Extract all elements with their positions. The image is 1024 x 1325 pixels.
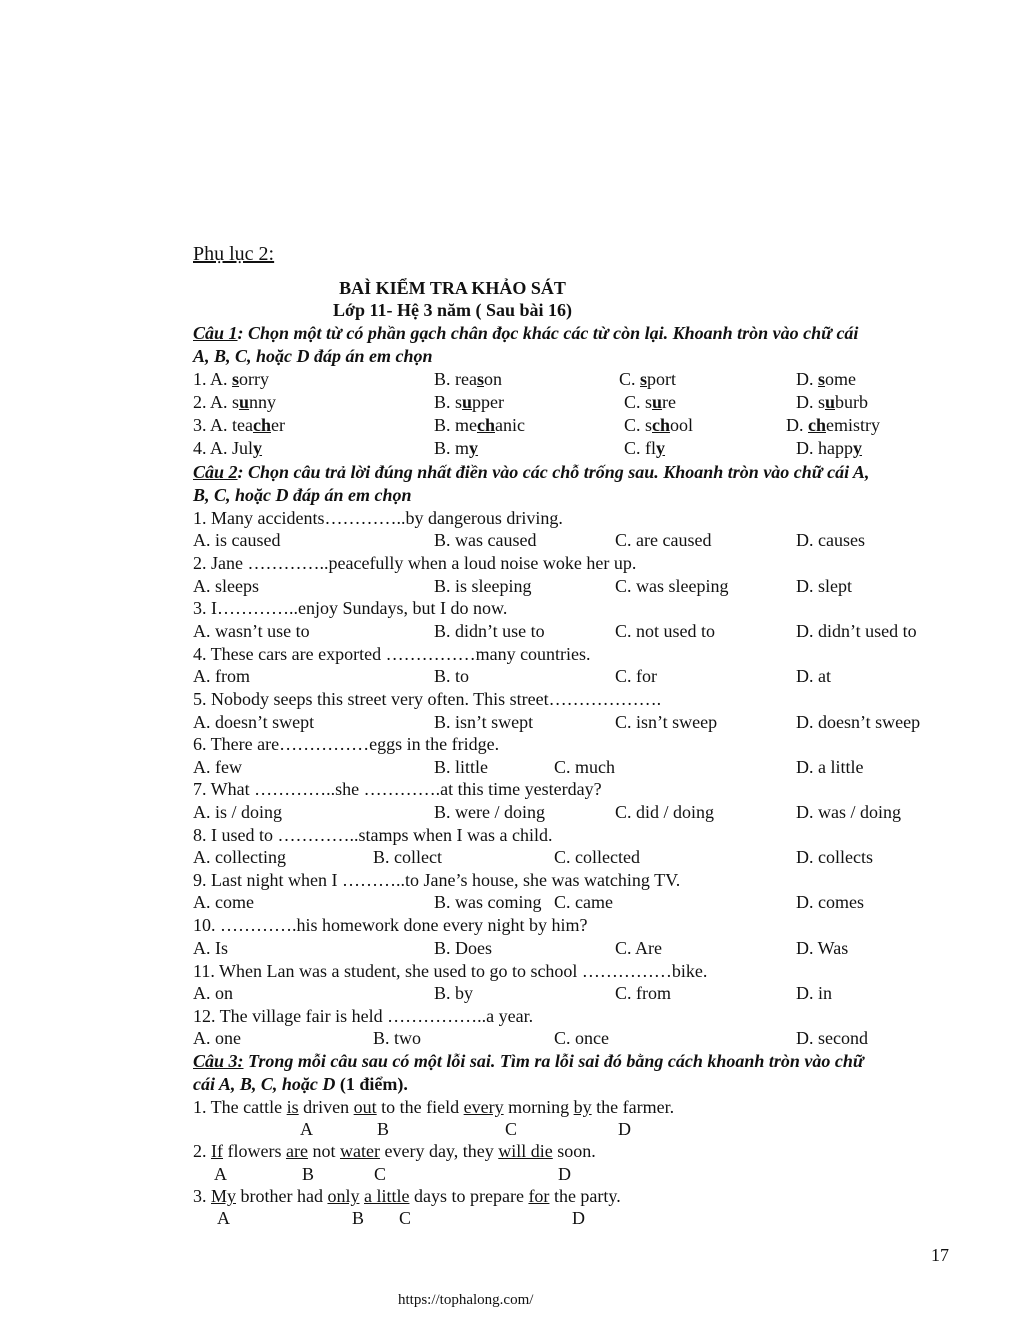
q2-item-10-option-b: B. Does	[434, 938, 492, 958]
q2-item-9-option-d: D. comes	[796, 892, 864, 912]
test-subtitle: Lớp 11- Hệ 3 năm ( Sau bài 16)	[332, 300, 572, 320]
q2-item-7-option-b: B. were / doing	[434, 802, 545, 822]
q2-item-2-option-a: A. sleeps	[193, 576, 259, 596]
page-number: 17	[931, 1245, 949, 1265]
test-title: BAÌ KIỂM TRA KHẢO SÁT	[339, 278, 566, 298]
q2-item-9-option-b: B. was coming	[434, 892, 542, 912]
q1-instruction-line2: A, B, C, hoặc D đáp án em chọn	[193, 346, 433, 366]
q2-item-9-option-c: C. came	[554, 892, 613, 912]
q2-item-2-option-d: D. slept	[796, 576, 852, 596]
q2-item-10-option-c: C. Are	[615, 938, 662, 958]
q2-item-3-question: 3. I…………..enjoy Sundays, but I do now.	[193, 598, 508, 618]
q2-instruction-line2: B, C, hoặc D đáp án em chọn	[193, 485, 412, 505]
q2-item-5-question: 5. Nobody seeps this street very often. This street……………….	[193, 689, 662, 709]
q3-instruction-line2: cái A, B, C, hoặc D (1 điểm).	[193, 1074, 408, 1094]
q3-s3-marker-a: A	[217, 1208, 230, 1228]
q2-item-6-option-c: C. much	[554, 757, 615, 777]
q2-item-7-option-c: C. did / doing	[615, 802, 715, 822]
q2-item-11-question: 11. When Lan was a student, she used to go to school ……………bike.	[193, 961, 708, 981]
q3-sentence-3: 3. My brother had only a little days to prepare for the party.	[193, 1186, 621, 1206]
appendix-heading: Phụ lục 2:	[193, 243, 275, 265]
q2-instruction-text: : Chọn câu trả lời đúng nhất điền vào các chỗ trống sau. Khoanh tròn vào chữ cái A,	[237, 462, 870, 482]
q2-item-10-option-d: D. Was	[796, 938, 849, 958]
q3-instruction-text: Trong mỗi câu sau có một lỗi sai. Tìm ra lỗi sai đó bằng cách khoanh tròn vào chữ	[243, 1051, 864, 1071]
q2-item-10-question: 10. ………….his homework done every night by him?	[193, 915, 588, 935]
q2-item-12-question: 12. The village fair is held ……………..a year.	[193, 1006, 534, 1026]
q2-item-12-option-d: D. second	[796, 1028, 868, 1048]
q2-item-11-option-a: A. on	[193, 983, 233, 1003]
q3-label: Câu 3:	[193, 1051, 244, 1071]
q2-item-8-option-b: B. collect	[373, 847, 442, 867]
q2-item-5-option-b: B. isn’t swept	[434, 712, 534, 732]
q2-item-3-option-b: B. didn’t use to	[434, 621, 545, 641]
q2-instruction-line1	[193, 461, 869, 483]
q2-item-1-option-b: B. was caused	[434, 530, 537, 550]
q2-item-5-option-a: A. doesn’t swept	[193, 712, 315, 732]
q2-item-6-option-d: D. a little	[796, 757, 864, 777]
q1-item-3-option-a: 3. A. teacher	[193, 415, 285, 435]
q3-instruction-line1	[193, 1050, 864, 1072]
q3-s1-marker-a: A	[300, 1119, 313, 1139]
q2-item-7-option-a: A. is / doing	[193, 802, 283, 822]
q2-item-5-option-d: D. doesn’t sweep	[796, 712, 921, 732]
q1-item-2-option-c: C. sure	[624, 392, 677, 412]
q2-item-5-option-c: C. isn’t sweep	[615, 712, 718, 732]
q1-item-4-option-c: C. fly	[624, 438, 666, 458]
q1-item-4-option-a: 4. A. July	[193, 438, 263, 458]
q2-item-1-option-a: A. is caused	[193, 530, 281, 550]
q2-item-4-option-d: D. at	[796, 666, 831, 686]
q2-item-6-option-a: A. few	[193, 757, 242, 777]
q2-item-2-option-c: C. was sleeping	[615, 576, 729, 596]
q1-item-2-option-b: B. supper	[434, 392, 505, 412]
q3-s2-marker-b: B	[302, 1164, 315, 1184]
q2-item-3-option-d: D. didn’t used to	[796, 621, 917, 641]
q2-item-2-option-b: B. is sleeping	[434, 576, 532, 596]
q1-item-3-option-b: B. mechanic	[434, 415, 525, 435]
q1-item-2-option-d: D. suburb	[796, 392, 869, 412]
q3-s3-marker-c: C	[399, 1208, 412, 1228]
q3-s1-marker-c: C	[505, 1119, 518, 1139]
q1-item-4-option-d: D. happy	[796, 438, 862, 458]
q3-s3-marker-d: D	[572, 1208, 585, 1228]
q1-item-3-option-c: C. school	[624, 415, 694, 435]
q3-s2-marker-c: C	[374, 1164, 387, 1184]
q3-s3-marker-b: B	[352, 1208, 365, 1228]
q2-item-8-option-c: C. collected	[554, 847, 640, 867]
q2-item-8-question: 8. I used to …………..stamps when I was a child.	[193, 825, 553, 845]
q1-item-3-option-d: D. chemistry	[786, 415, 880, 435]
q2-item-2-question: 2. Jane …………..peacefully when a loud noise woke her up.	[193, 553, 637, 573]
q1-item-1-option-c: C. sport	[619, 369, 677, 389]
q1-item-1-option-a: 1. A. sorry	[193, 369, 270, 389]
q2-item-9-question: 9. Last night when I ………..to Jane’s house, she was watching TV.	[193, 870, 681, 890]
q1-instruction-line1	[193, 322, 858, 344]
q2-item-1-question: 1. Many accidents…………..by dangerous driving.	[193, 508, 563, 528]
q1-item-1-option-d: D. some	[796, 369, 857, 389]
q1-instruction-text: : Chọn một từ có phần gạch chân đọc khác các từ còn lại. Khoanh tròn vào chữ cái	[237, 323, 859, 343]
footer-url[interactable]: https://tophalong.com/	[398, 1292, 534, 1308]
q2-item-7-option-d: D. was / doing	[796, 802, 901, 822]
q2-item-6-question: 6. There are……………eggs in the fridge.	[193, 734, 500, 754]
q3-s2-marker-d: D	[558, 1164, 571, 1184]
q2-item-4-option-a: A. from	[193, 666, 250, 686]
q2-item-8-option-a: A. collecting	[193, 847, 286, 867]
q2-item-7-question: 7. What …………..she ………….at this time yesterday?	[193, 779, 602, 799]
q2-item-10-option-a: A. Is	[193, 938, 228, 958]
q2-item-9-option-a: A. come	[193, 892, 254, 912]
q2-item-3-option-c: C. not used to	[615, 621, 716, 641]
q2-item-4-question: 4. These cars are exported ……………many countries.	[193, 644, 591, 664]
q2-item-12-option-b: B. two	[373, 1028, 422, 1048]
q2-item-4-option-c: C. for	[615, 666, 657, 686]
q1-item-4-option-b: B. my	[434, 438, 479, 458]
q3-sentence-2: 2. If flowers are not water every day, they will die soon.	[193, 1141, 596, 1161]
q2-item-6-option-b: B. little	[434, 757, 488, 777]
q2-item-4-option-b: B. to	[434, 666, 470, 686]
q2-item-11-option-d: D. in	[796, 983, 832, 1003]
q1-item-1-option-b: B. reason	[434, 369, 502, 389]
q2-item-12-option-c: C. once	[554, 1028, 609, 1048]
q3-s1-marker-b: B	[377, 1119, 390, 1139]
q2-label: Câu 2	[193, 462, 238, 482]
q2-item-3-option-a: A. wasn’t use to	[193, 621, 310, 641]
q2-item-8-option-d: D. collects	[796, 847, 873, 867]
q2-item-1-option-c: C. are caused	[615, 530, 712, 550]
q2-item-1-option-d: D. causes	[796, 530, 865, 550]
q1-item-2-option-a: 2. A. sunny	[193, 392, 277, 412]
q2-item-11-option-c: C. from	[615, 983, 671, 1003]
q1-label: Câu 1	[193, 323, 238, 343]
q3-sentence-1: 1. The cattle is driven out to the field every morning by the farmer.	[193, 1097, 675, 1117]
q2-item-11-option-b: B. by	[434, 983, 474, 1003]
q3-s1-marker-d: D	[618, 1119, 631, 1139]
q2-item-12-option-a: A. one	[193, 1028, 241, 1048]
q3-s2-marker-a: A	[214, 1164, 227, 1184]
